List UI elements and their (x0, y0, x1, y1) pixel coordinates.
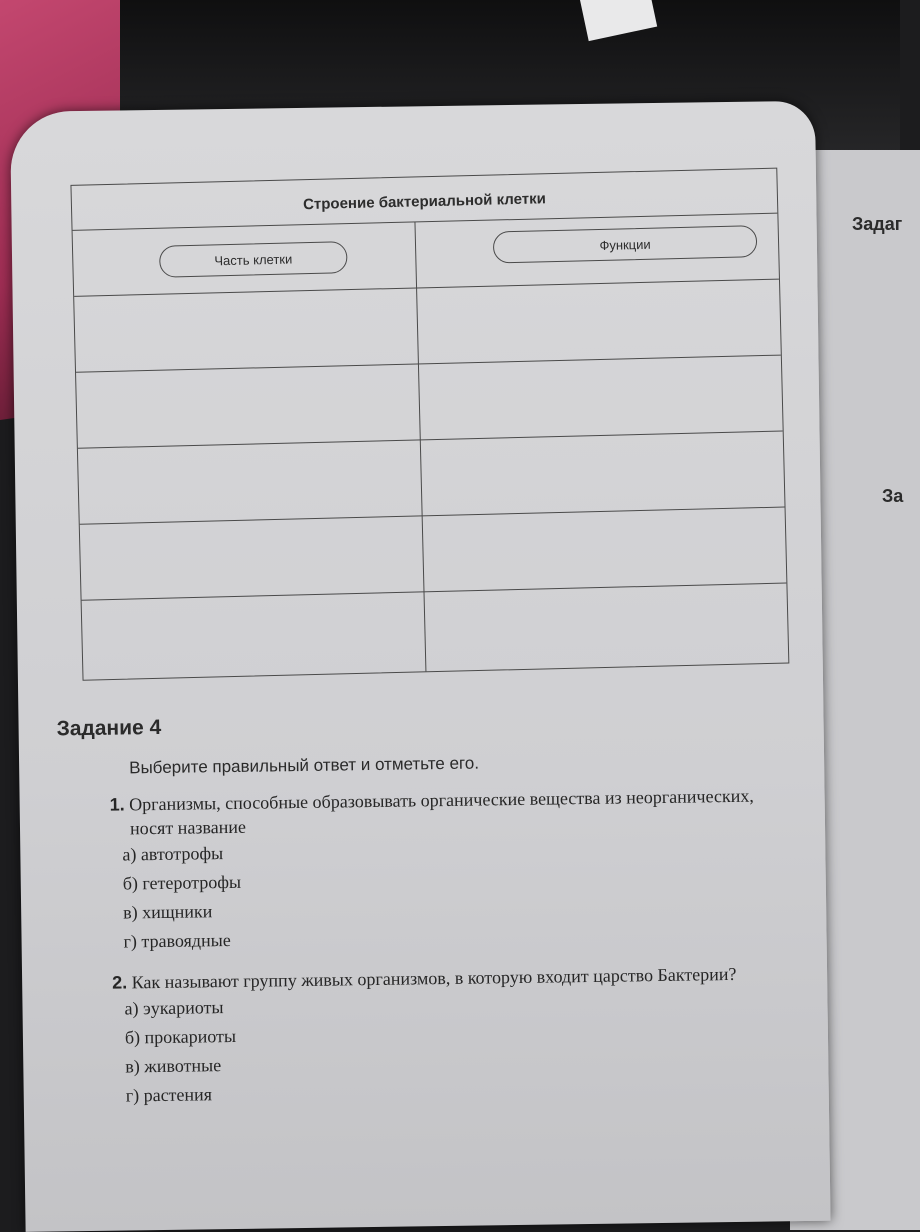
answer-option[interactable]: а) эукариоты (124, 997, 224, 1019)
table-column-divider (414, 221, 426, 671)
answer-option[interactable]: г) растения (125, 1084, 213, 1106)
table-row-line (78, 431, 783, 449)
question-number: 1. (109, 794, 125, 815)
answer-option[interactable]: г) травоядные (123, 929, 231, 952)
answer-option[interactable]: в) животные (125, 1055, 222, 1077)
task-instruction: Выберите правильный ответ и отметьте его. (129, 753, 480, 778)
question-2 (60, 961, 802, 1111)
table-title: Строение бактериальной клетки (302, 190, 547, 214)
question-1 (58, 783, 800, 957)
task-heading: Задание 4 (56, 715, 162, 741)
answer-option[interactable]: в) хищники (123, 901, 213, 923)
adjacent-page-heading: Задаг (852, 214, 903, 234)
column-header-functions (493, 225, 758, 263)
question-body: Как называют группу живых организмов, в которую входит царство Бактерии? (131, 963, 737, 993)
column-header-label: Часть клетки (214, 250, 293, 268)
table-row-line (74, 279, 779, 297)
column-header-label: Функции (599, 236, 651, 253)
table-row-line (82, 583, 787, 601)
answer-option[interactable]: а) автотрофы (122, 843, 224, 865)
table-row-line (76, 355, 781, 373)
column-header-cell-part (159, 241, 348, 278)
answer-option[interactable]: б) прокариоты (124, 1025, 237, 1048)
adjacent-page-heading-2: За (882, 486, 904, 506)
question-number: 2. (112, 972, 128, 993)
task-section (56, 707, 801, 1111)
table-row-line (80, 507, 785, 525)
question-body: Организмы, способные образовывать органические вещества из неорганических, носят название (129, 785, 754, 839)
workbook-page (10, 101, 831, 1232)
answer-option[interactable]: б) гетеротрофы (122, 871, 242, 894)
bacterial-cell-table (70, 168, 789, 681)
